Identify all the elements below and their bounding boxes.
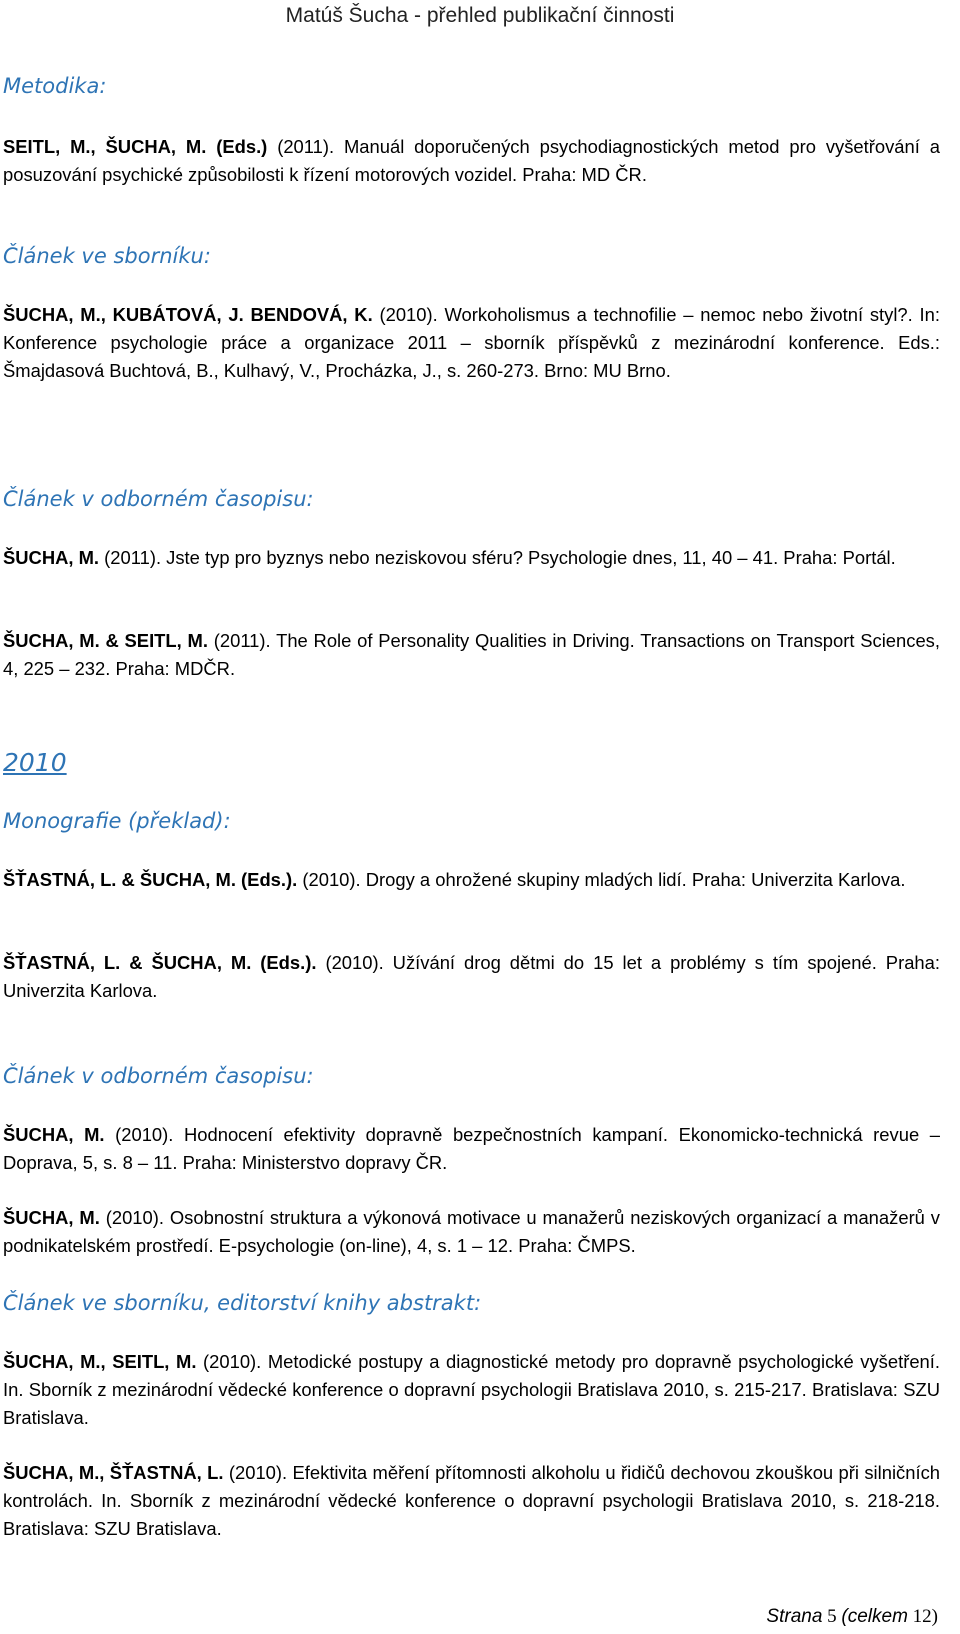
entry-text: (2011). The Role of Personality Qualities in Driving. Transactions on Transport Sciences, 4, 225 – 232. Praha: MDČR. [3,630,940,679]
year-heading: 2010 [3,748,67,777]
entry-text: (2010). Efektivita měření přítomnosti alkoholu u řidičů dechovou zkouškou při silničních kontrolách. In. Sborník z mezinárodní vědecké konference o dopravní psychologii Bratislava 2010, s. 218-218. Bratislava: SZU Bratislava. [3,1462,940,1539]
publication-entry [3,1459,940,1543]
entry-authors: ŠŤASTNÁ, L. & ŠUCHA, M. (Eds.). [3,869,298,890]
publication-entry [3,544,940,572]
footer-page-number: 5 [827,1606,837,1627]
entry-text: (2010). Osobnostní struktura a výkonová motivace u manažerů neziskových organizací a manažerů v podnikatelském prostředí. E-psychologie (on-line), 4, s. 1 – 12. Praha: ČMPS. [3,1207,940,1256]
entry-text: (2010). Workoholismus a technofilie – nemoc nebo životní styl?. In: Konference psychologie práce a organizace 2011 – sborník příspěvků z mezinárodní konference. Eds.: Šmajdasová Buchtová, B., Kulhavý, V., Procházka, J., s. 260-273. Brno: MU Brno. [3,304,940,381]
entry-authors: ŠUCHA, M., ŠŤASTNÁ, L. [3,1462,224,1483]
section-heading-sbornik-abstrakt: Článek ve sborníku, editorství knihy abstrakt: [3,1291,482,1315]
entry-authors: ŠUCHA, M. & SEITL, M. [3,630,208,651]
publication-entry [3,1204,940,1260]
footer-total-pages: 12) [912,1606,938,1627]
entry-authors: ŠUCHA, M. [3,1124,105,1145]
page-header-title: Matúš Šucha - přehled publikační činnosti [285,4,675,27]
publication-entry [3,1121,940,1177]
publication-entry [3,627,940,683]
entry-authors: ŠUCHA, M. [3,547,100,568]
entry-authors: ŠUCHA, M. [3,1207,100,1228]
entry-text: (2010). Užívání drog dětmi do 15 let a problémy s tím spojené. Praha: Univerzita Karlova. [3,952,940,1001]
section-heading-monografie: Monografie (překlad): [3,809,231,833]
section-heading-metodika: Metodika: [3,74,107,98]
publication-entry [3,133,940,189]
entry-text: (2010). Hodnocení efektivity dopravně bezpečnostních kampaní. Ekonomicko-technická revue – Doprava, 5, s. 8 – 11. Praha: Ministerstvo dopravy ČR. [3,1124,940,1173]
section-heading-casopis: Článek v odborném časopisu: [3,487,314,511]
section-heading-sbornik: Článek ve sborníku: [3,244,211,268]
entry-text: (2010). Drogy a ohrožené skupiny mladých lidí. Praha: Univerzita Karlova. [297,869,906,890]
entry-authors: ŠUCHA, M., KUBÁTOVÁ, J. BENDOVÁ, K. [3,304,373,325]
entry-text: (2011). Manuál doporučených psychodiagnostických metod pro vyšetřování a posuzování psychické způsobilosti k řízení motorových vozidel. Praha: MD ČR. [3,136,940,185]
entry-authors: SEITL, M., ŠUCHA, M. (Eds.) [3,136,268,157]
entry-authors: ŠUCHA, M., SEITL, M. [3,1351,197,1372]
entry-text: (2010). Metodické postupy a diagnostické metody pro dopravně psychologické vyšetření. In. Sborník z mezinárodní vědecké konference o dopravní psychologii Bratislava 2010, s. 215-217. Bratislava: SZU Bratislava. [3,1351,940,1428]
publication-entry [3,1348,940,1432]
publication-entry [3,949,940,1005]
publication-entry [3,301,940,385]
entry-authors: ŠŤASTNÁ, L. & ŠUCHA, M. (Eds.). [3,952,317,973]
footer-page-label: Strana [766,1606,823,1627]
section-heading-casopis-2010: Článek v odborném časopisu: [3,1064,314,1088]
publication-entry [3,866,940,894]
entry-text: (2011). Jste typ pro byznys nebo neziskovou sféru? Psychologie dnes, 11, 40 – 41. Praha: Portál. [99,547,896,568]
footer-total-label: (celkem [841,1606,908,1627]
page-footer [766,1606,938,1628]
